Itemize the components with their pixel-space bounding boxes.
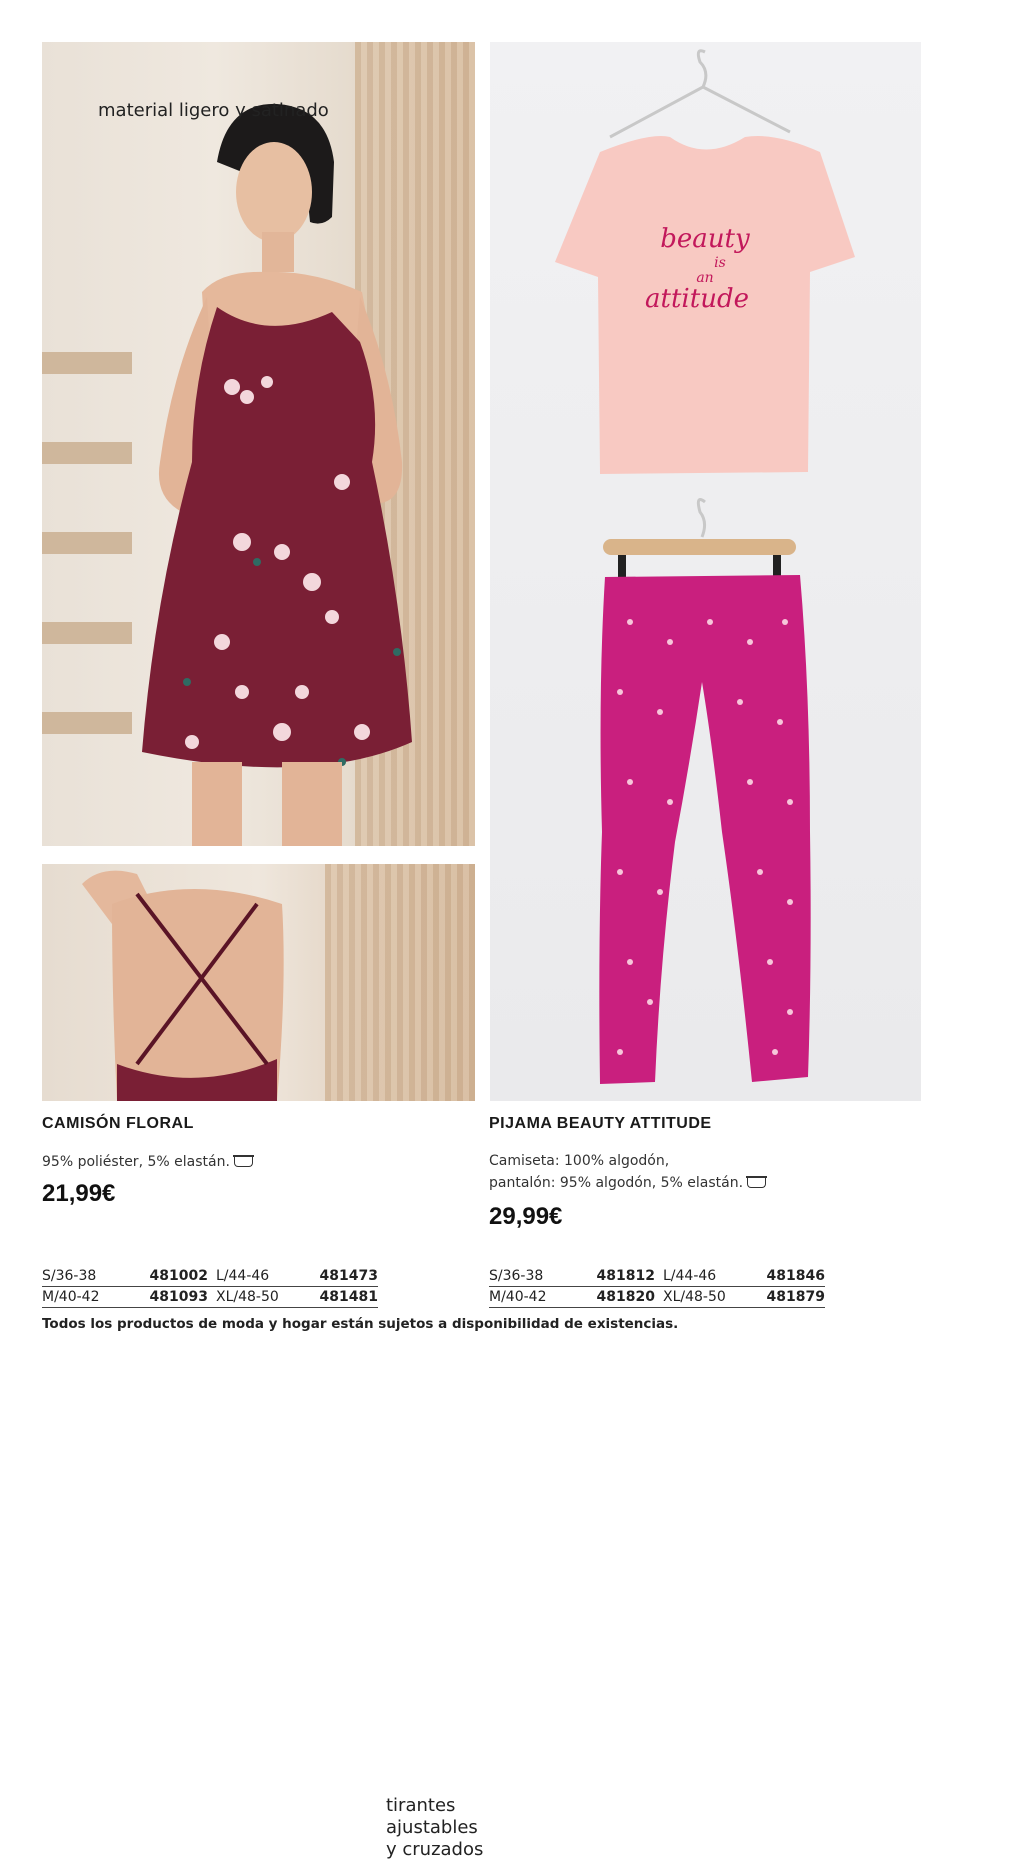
availability-footnote: Todos los productos de moda y hogar están sujetos a disponibilidad de existencias. xyxy=(42,1316,679,1332)
size-row: S/36-38 481812 L/44-46 481846 xyxy=(489,1266,825,1287)
product-price-camison: 21,99€ xyxy=(42,1180,116,1207)
svg-text:beauty: beauty xyxy=(660,224,750,254)
size-row: M/40-42 481820 XL/48-50 481879 xyxy=(489,1287,825,1308)
product-material-camison: 95% poliéster, 5% elastán. xyxy=(42,1151,253,1173)
size-row: S/36-38 481002 L/44-46 481473 xyxy=(42,1266,378,1287)
product-price-pijama: 29,99€ xyxy=(489,1203,563,1230)
model-illustration xyxy=(42,42,475,846)
svg-text:is: is xyxy=(714,255,726,271)
size-row: M/40-42 481093 XL/48-50 481481 xyxy=(42,1287,378,1308)
pajama-product-photo xyxy=(490,42,921,1101)
size-table-pijama xyxy=(489,1266,825,1308)
back-illustration xyxy=(42,864,475,1101)
size-table-camison xyxy=(42,1266,378,1308)
svg-text:attitude: attitude xyxy=(645,284,749,314)
product-title-pijama: PIJAMA BEAUTY ATTITUDE xyxy=(489,1115,712,1132)
product-title-camison: CAMISÓN FLORAL xyxy=(42,1115,194,1132)
caption-light-satin: material ligero y satinado xyxy=(98,100,329,121)
pajama-illustration xyxy=(490,42,921,1101)
nightdress-model-photo xyxy=(42,42,475,846)
caption-adjustable-straps: tirantes ajustables y cruzados xyxy=(386,1795,484,1860)
wash-care-icon xyxy=(747,1176,766,1188)
wash-care-icon xyxy=(234,1155,253,1167)
svg-text:an: an xyxy=(696,270,714,286)
product-material-pijama: Camiseta: 100% algodón, pantalón: 95% algodón, 5% elastán. xyxy=(489,1150,766,1194)
